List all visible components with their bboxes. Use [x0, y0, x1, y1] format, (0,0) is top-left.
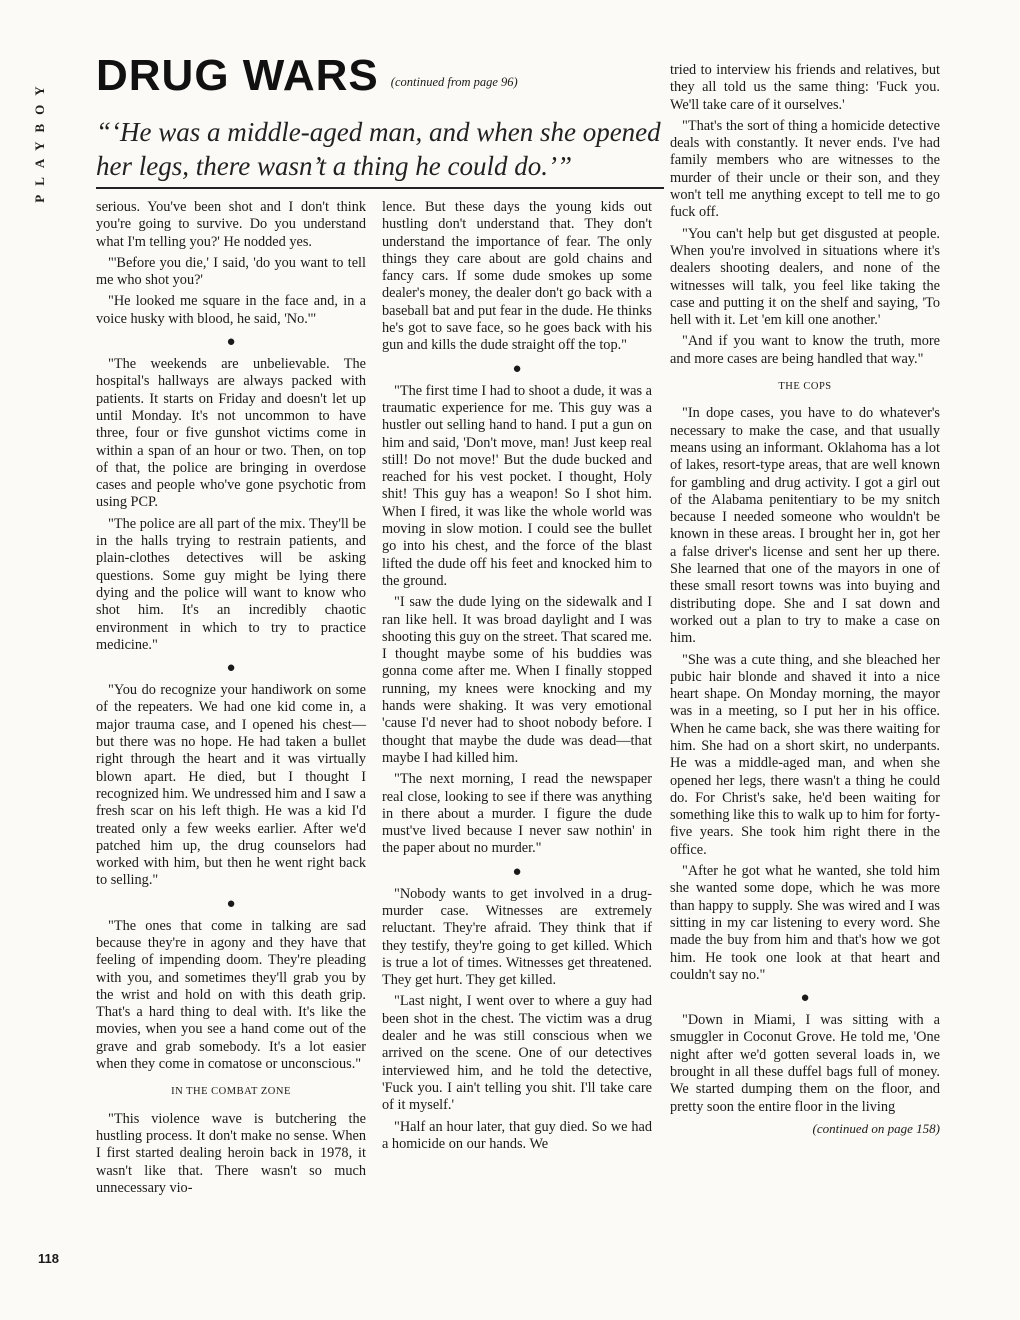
section-dot: ●: [226, 660, 236, 677]
paragraph: "She was a cute thing, and she bleached her pubic hair blonde and shaved it into a nice heart shape. On Monday morning, the mayor was in a meeting, so I put her in his office. When he came back, she was there waiting for him. She had on a short skirt, no underpants. He was a middle-aged man, and when she opened her legs, there wasn't a thing he could do. For Christ's sake, he'd been waiting for something like this to walk up to him for forty-five years. She took him right there in the office.: [670, 651, 940, 858]
paragraph: "I saw the dude lying on the sidewalk and I ran like hell. It was broad daylight and I was shooting this guy on the street. That scared me. I thought maybe some of his buddies was gonna come after me. When I finally stopped running, my knees were knocking and my hands were shaking. It was very emotional 'cause I'd never had to shoot nobody before. I thought that maybe the dude was dead—that maybe I had killed him.: [382, 594, 652, 766]
paragraph: "After he got what he wanted, she told him she wanted some dope, which he was more than happy to supply. She was wired and I was sitting in my car listening to every word. She made the buy from him and that's how we got him. He took one look at that heart and couldn't say no.": [670, 863, 940, 983]
paragraph: "The ones that come in talking are sad because they're in agony and they have that feeling of impending doom. They're pleading with you, and sometimes they'll grab you by the wrist and hold on with this death grip. That's a hard thing to deal with. It's like the movies, when you see a hand come out of the grave and grab somebody. It's a lot easier when they come in comatose or unconscious.": [96, 917, 366, 1073]
column-3: [670, 62, 940, 1137]
section-dot: ●: [800, 990, 810, 1007]
paragraph: "That's the sort of thing a homicide detective deals with constantly. It never ends. I've had family members who are witnesses to the murder of their uncle or their son, and they won't tell me anything except to tell me to go fuck off.: [670, 117, 940, 221]
page-number: 118: [38, 1251, 59, 1266]
continued-on: (continued on page 158): [812, 1120, 940, 1136]
pull-quote: “‘He was a middle-aged man, and when she opened her legs, there wasn’t a thing he could do.’”: [96, 117, 661, 181]
column-1: [96, 199, 366, 1201]
paragraph: "He looked me square in the face and, in a voice husky with blood, he said, 'No.'": [96, 293, 366, 327]
paragraph: tried to interview his friends and relatives, but they all told us the same thing: 'Fuck you. We'll take care of it ourselves.': [670, 62, 940, 113]
article-title: DRUG WARS: [96, 51, 379, 100]
paragraph: "'Before you die,' I said, 'do you want to tell me who shot you?': [96, 254, 366, 289]
paragraph: "And if you want to know the truth, more and more cases are being handled that way.": [670, 333, 940, 367]
section-dot: ●: [512, 863, 522, 880]
article-header: [96, 52, 656, 100]
paragraph: "You do recognize your handiwork on some of the repeaters. We had one kid come in, a major trauma case, and I opened his chest—but there was no hope. He had taken a bullet right through the heart and it was virtually blown apart. He died, but I thought I recognized him. We undressed him and I saw a fresh scar on his left thigh. He was a kid I'd treated only a few weeks earlier. After we'd patched him up, the drug counselors had worked with him, but then he went right back to selling.": [96, 682, 366, 889]
paragraph: "The police are all part of the mix. They'll be in the halls trying to restrain patients, and plain-clothes detectives will be asking questions. Some guy might be lying there dying and the police will want to know who shot him. It's an incredibly chaotic environment in which to try to practice medicine.": [96, 515, 366, 653]
paragraph: lence. But these days the young kids out hustling don't understand that. They don't understand the importance of fear. The only things they care about are gold chains and fancy cars. If some dude smokes up some dealer's money, the dealer don't go back with a baseball bat and put fear in the dude. He thinks he's got to save face, so he goes back with his gun and kills the dude straight off the top.": [382, 199, 652, 354]
section-heading: IN THE COMBAT ZONE: [171, 1086, 291, 1098]
paragraph: "You can't help but get disgusted at people. When you're involved in situations where it's dealers shooting dealers, and none of the witnesses will talk, you feel like taking the case and putting it on the shelf and saying, 'To hell with it. Let 'em kill one another.': [670, 225, 940, 329]
paragraph: "This violence wave is butchering the hustling process. It don't make no sense. When I first started dealing heroin back in 1978, it wasn't like that. There wasn't so much unnecessary vio-: [96, 1110, 366, 1196]
paragraph: "Nobody wants to get involved in a drug-murder case. Witnesses are extremely reluctant. They're afraid. They think that if they testify, they're going to get killed. Which is true a lot of times. Witnesses get threatened. They get hurt. They get killed.: [382, 885, 652, 989]
paragraph: serious. You've been shot and I don't think you're going to survive. Do you understand what I'm telling you?' He nodded yes.: [96, 199, 366, 250]
paragraph: "The weekends are unbelievable. The hospital's hallways are always packed with patients. It starts on Friday and doesn't let up until Monday. It's not uncommon to have three, four or five gunshot victims come in within a span of an hour or two. Then, on top of that, the police are bringing in overdose cases and people who've gone psychotic from using PCP.: [96, 356, 366, 511]
header-rule: [96, 187, 664, 189]
continued-from: (continued from page 96): [390, 75, 518, 89]
paragraph: "Down in Miami, I was sitting with a smuggler in Coconut Grove. He told me, 'One night after we'd gotten several loads in, we brought in all these duffel bags full of money. We started dumping them on the floor, and pretty soon the entire floor in the living: [670, 1012, 940, 1115]
paragraph: "The next morning, I read the newspaper real close, looking to see if there was anything in there about a murder. I figure the dude must've lived because I never saw nothin' in the paper about no murder.": [382, 771, 652, 857]
paragraph: "In dope cases, you have to do whatever's necessary to make the case, and that usually means using an informant. Oklahoma has a lot of lakes, resort-type areas, that are well known for gambling and drug activity. I got a girl out of the Alabama penitentiary to be my snitch because I needed someone who wouldn't be known in these areas. I brought her in, got her a false driver's license and sent her up there. She learned that one of the mayors in one of these small resort towns was into buying and distributing dope. She and I sat down and worked out a plan to try to make a case on him.: [670, 405, 940, 647]
magazine-label: PLAYBOY: [32, 76, 47, 203]
section-dot: ●: [226, 334, 236, 351]
paragraph: "Last night, I went over to where a guy had been shot in the chest. The victim was a drug dealer and he was still conscious when we arrived on the scene. One of our detectives interviewed him, and he told the detective, 'Fuck you. I ain't telling you shit. I'll take care of it myself.': [382, 993, 652, 1114]
section-heading: THE COPS: [778, 381, 832, 393]
section-dot: ●: [226, 895, 236, 912]
paragraph: "Half an hour later, that guy died. So we had a homicide on our hands. We: [382, 1118, 652, 1152]
column-2: [382, 199, 652, 1157]
paragraph: "The first time I had to shoot a dude, it was a traumatic experience for me. This guy was a hustler out selling hand to hand. I put a gun on him and said, 'Don't move, man! Just keep real still! Do not move!' But the dude bucked and reached for his vest pocket. I thought, Holy shit! This guy has a weapon! So I shot him. When I fired, it was like the whole world was moving in slow motion. I could see the bullet go into his chest, and the force of the blast lifted the dude off his feet and knocked him to the ground.: [382, 382, 652, 589]
section-dot: ●: [512, 360, 522, 377]
